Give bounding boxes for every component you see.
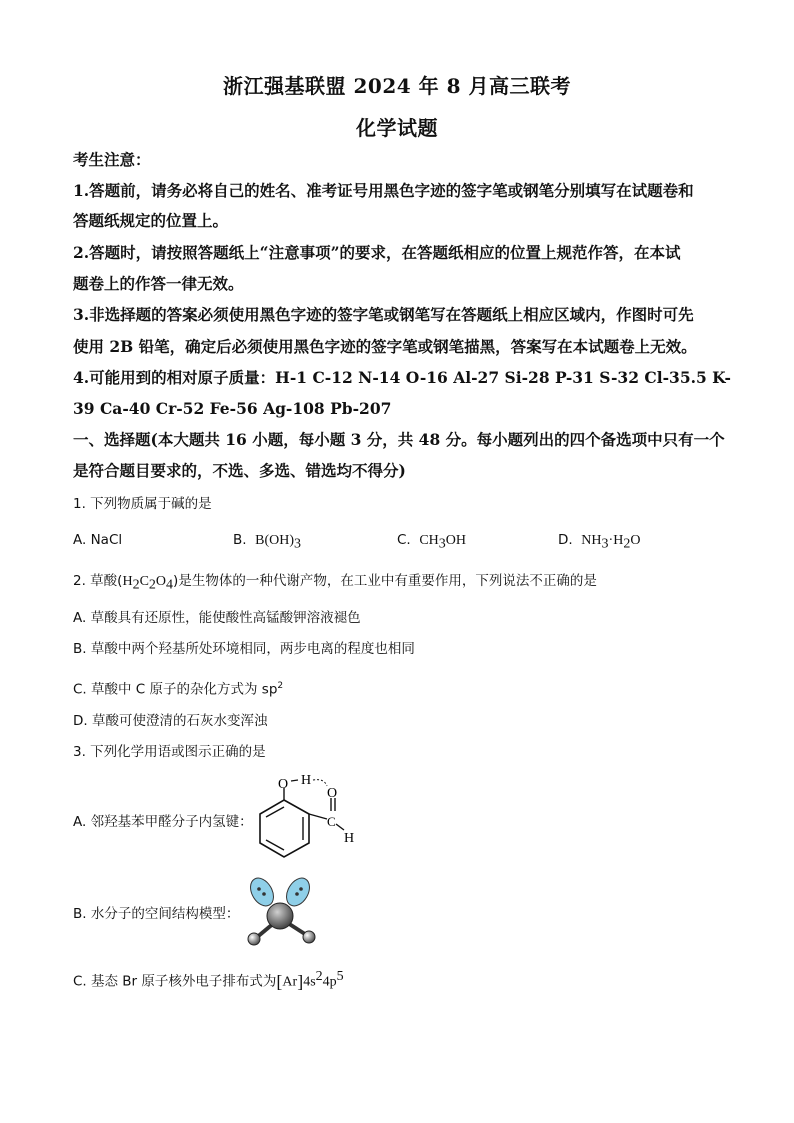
notice-item-2-line-2: 题卷上的作答一律无效。 <box>73 274 244 293</box>
notice-item-1-line-1: 1.答题前，请务必将自己的姓名、准考证号用黑色字迹的签字笔或钢笔分别填写在试题卷和 <box>73 181 694 200</box>
notice-item-3-line-1: 3.非选择题的答案必须使用黑色字迹的签字笔或钢笔写在答题纸上相应区域内，作图时可先 <box>73 305 694 324</box>
hydrogen-atom-left <box>248 933 260 945</box>
q1-option-d: D. $NH_3\cdot H_2O$ <box>558 532 641 552</box>
notice-item-4-line-1: 4.可能用到的相对原子质量：H-1 C-12 N-14 O-16 Al-27 Si-28 P-31 S-32 Cl-35.5 K- <box>73 368 731 387</box>
notice-item-3-line-2: 使用 2B 铅笔，确定后必须使用黑色字迹的签字笔或钢笔描黑，答案写在本试题卷上无效。 <box>73 337 697 356</box>
q1-option-c: C. $CH_3OH$ <box>397 532 466 552</box>
notice-item-4-line-2: 39 Ca-40 Cr-52 Fe-56 Ag-108 Pb-207 <box>73 399 392 418</box>
section-1-line-1: 一、选择题(本大题共 16 小题，每小题 3 分，共 48 分。每小题列出的四个备选项中只有一个 <box>73 430 725 449</box>
q3-option-b: B. 水分子的空间结构模型： <box>73 906 240 922</box>
hydrogen-atom-right <box>303 931 315 943</box>
question-3-stem: 3. 下列化学用语或图示正确的是 <box>73 744 266 760</box>
o-hydroxybenzaldehyde-structure <box>252 764 362 874</box>
q3-option-c: C. 基态 Br 原子核外电子排布式为$[Ar]4s^24p^5$ <box>73 969 344 992</box>
notice-heading: 考生注意： <box>73 150 151 169</box>
q1-option-b: B. $B(OH)_3$ <box>233 532 302 552</box>
water-molecule-model <box>240 876 324 952</box>
section-1-line-2: 是符合题目要求的，不选、多选、错选均不得分) <box>73 461 406 480</box>
question-1-stem: 1. 下列物质属于碱的是 <box>73 496 212 512</box>
oxygen-atom <box>267 903 293 929</box>
notice-item-1-line-2: 答题纸规定的位置上。 <box>73 211 229 230</box>
atom-c-carbonyl: C <box>327 814 336 829</box>
q2-option-a: A. 草酸具有还原性，能使酸性高锰酸钾溶液褪色 <box>73 610 361 626</box>
q3-option-a: A. 邻羟基苯甲醛分子内氢键： <box>73 814 253 830</box>
atom-h-hydroxyl: H <box>301 773 312 788</box>
exam-title: 浙江强基联盟 2024 年 8 月高三联考 <box>223 74 571 98</box>
atom-o-hydroxyl: O <box>278 777 289 792</box>
notice-item-2-line-1: 2.答题时，请按照答题纸上“注意事项”的要求，在答题纸相应的位置上规范作答，在本试 <box>73 243 681 262</box>
benzene-ring <box>260 800 309 857</box>
question-2-stem: 2. 草酸$(H_2C_2O_4)$是生物体的一种代谢产物，在工业中有重要作用，下列说法不正确的是 <box>73 573 597 593</box>
q2-option-b: B. 草酸中两个羟基所处环境相同，两步电离的程度也相同 <box>73 641 415 657</box>
q2-option-c: C. 草酸中 C 原子的杂化方式为 $sp^2$ <box>73 681 284 698</box>
atom-o-carbonyl: O <box>327 786 338 801</box>
atom-h-aldehyde: H <box>344 831 355 846</box>
q1-option-a: A. NaCl <box>73 532 123 548</box>
exam-subtitle: 化学试题 <box>356 116 438 140</box>
q2-option-d: D. 草酸可使澄清的石灰水变浑浊 <box>73 713 268 729</box>
